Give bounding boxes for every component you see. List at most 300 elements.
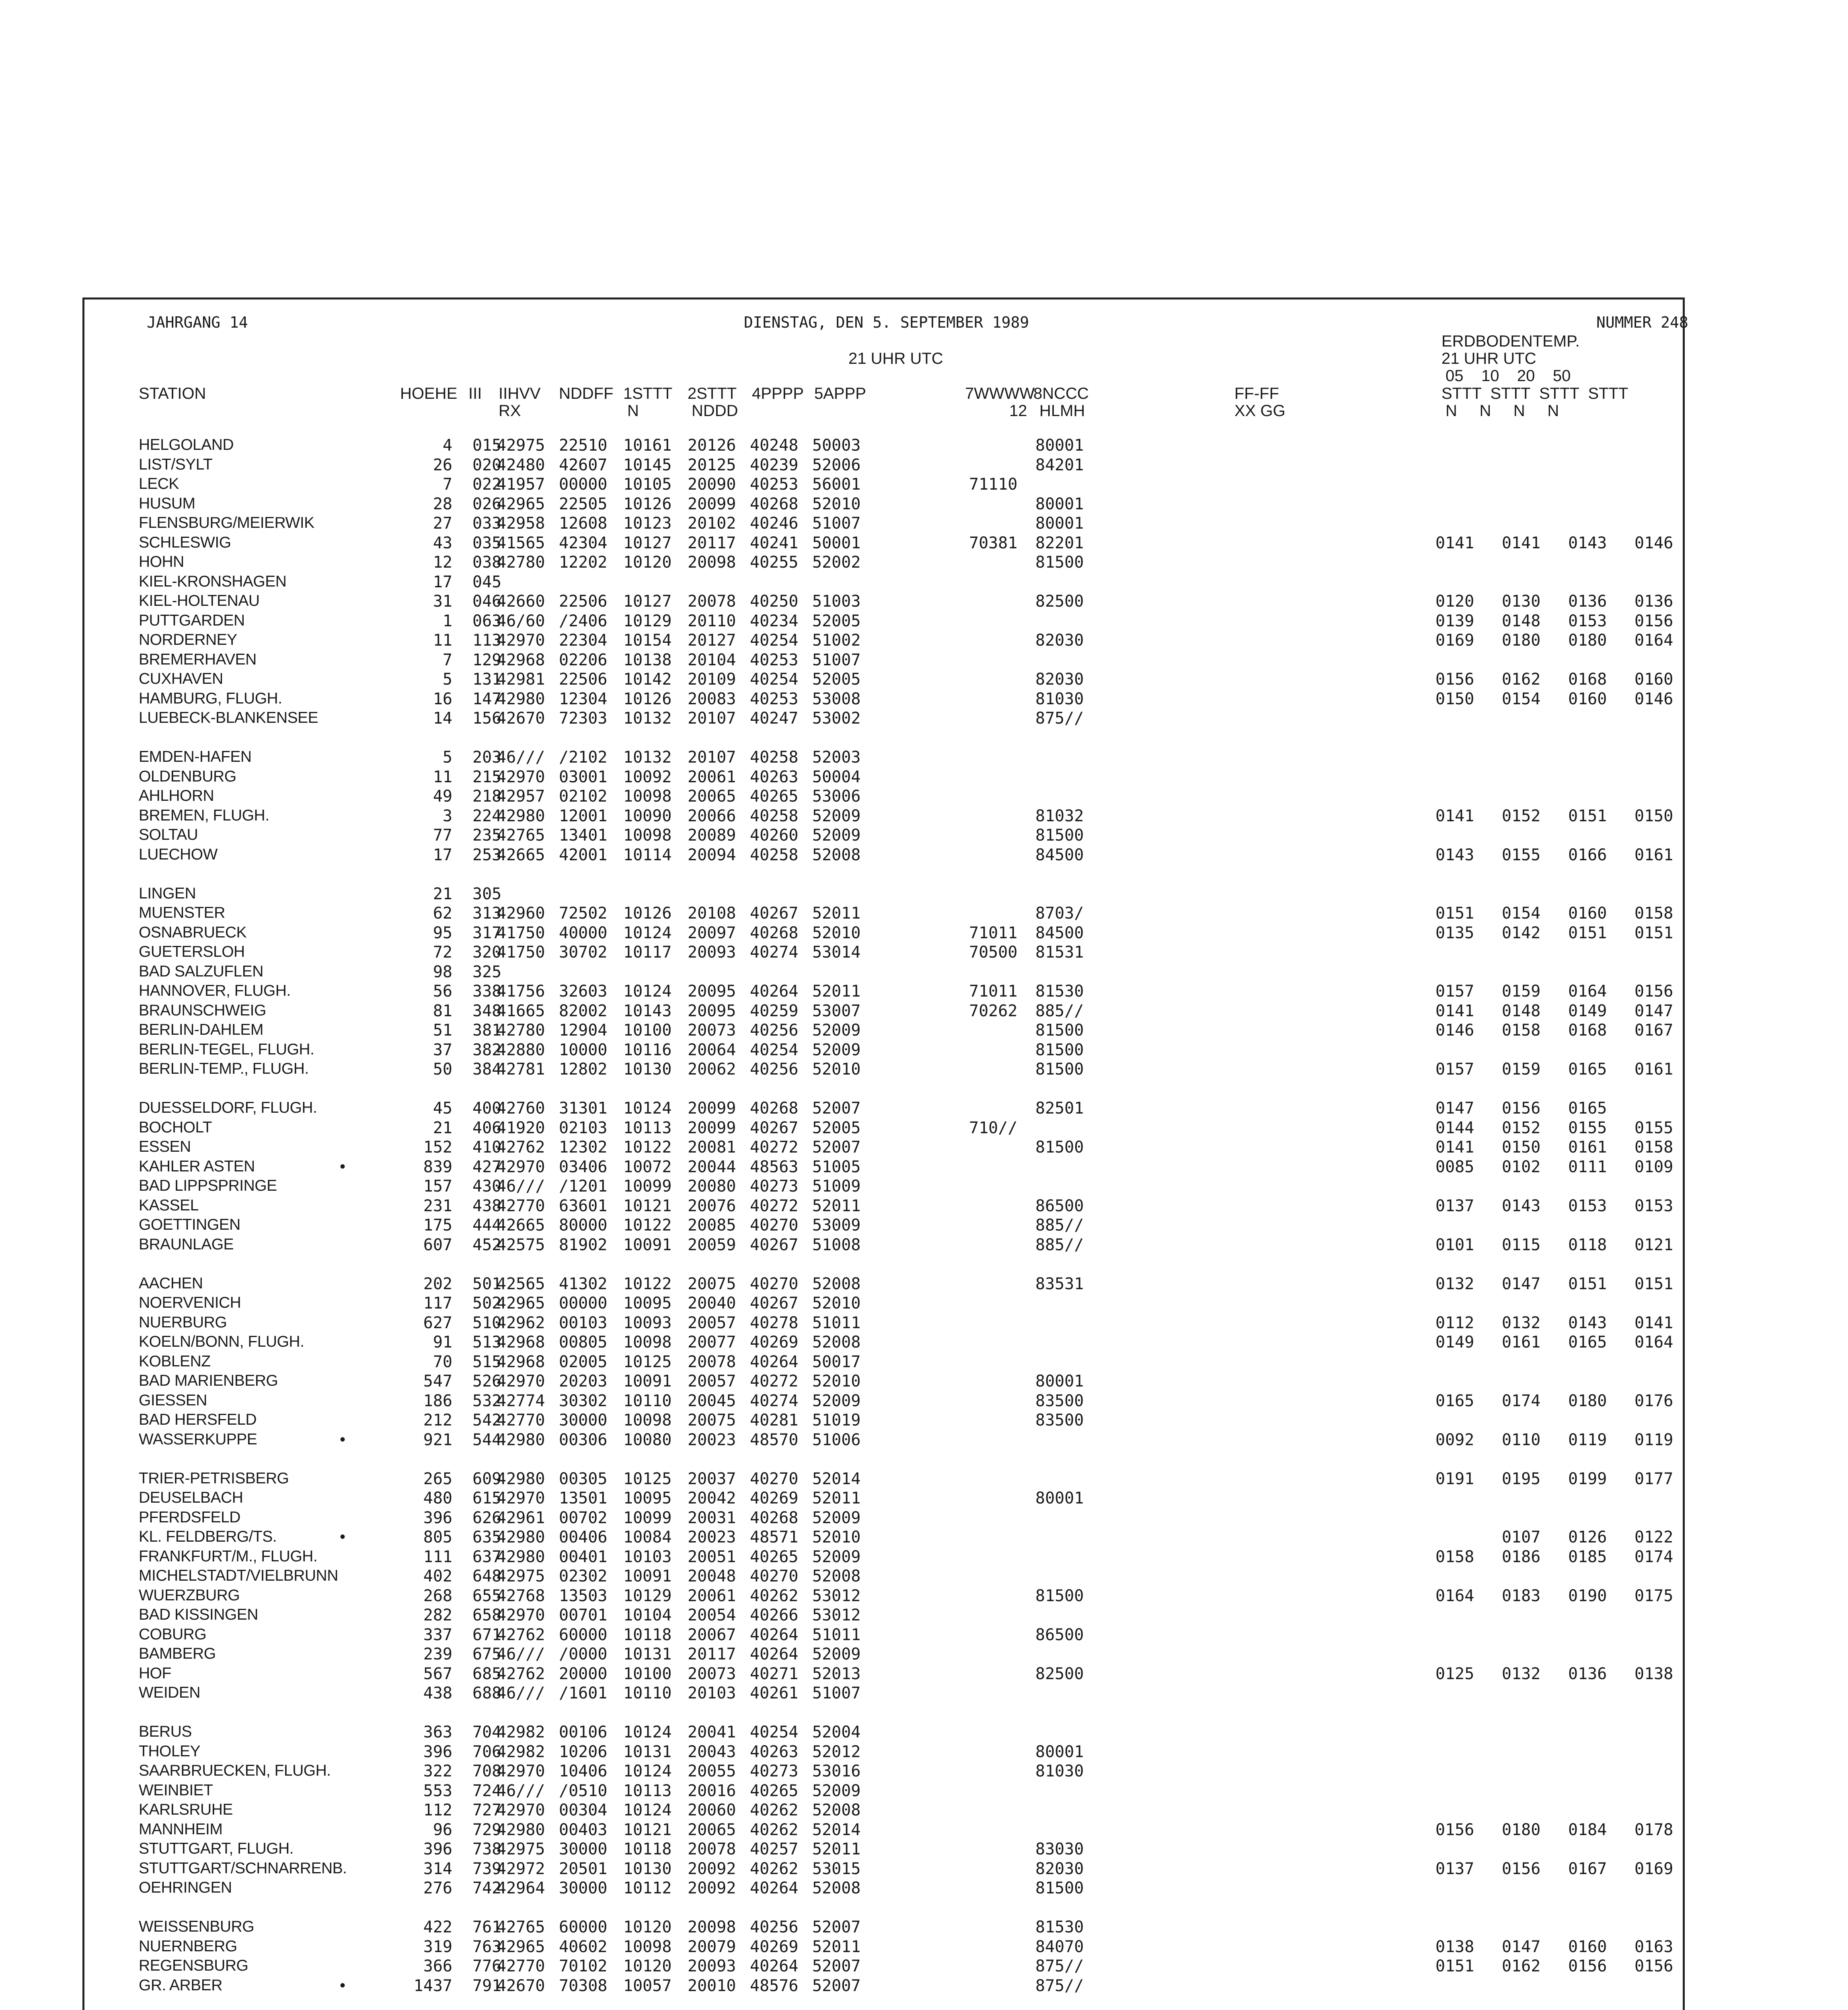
station-height: 567 xyxy=(423,1664,452,1683)
synop-group-3: 10131 xyxy=(623,1645,672,1663)
synop-group-1: 42780 xyxy=(497,553,545,572)
synop-group-1: 42968 xyxy=(497,1352,545,1371)
mountain-marker: • xyxy=(340,1976,346,1994)
synop-group-5: 40265 xyxy=(750,1547,799,1566)
soil-temp-1: 0135 xyxy=(1435,923,1474,942)
station-height: 319 xyxy=(423,1937,452,1956)
synop-group-6: 52007 xyxy=(812,1918,861,1936)
station-index: 738 xyxy=(472,1840,502,1858)
synop-group-1: 42765 xyxy=(497,1918,545,1936)
cloud-group: 82030 xyxy=(1035,670,1084,689)
soil-temp-2: 0159 xyxy=(1502,982,1541,1001)
synop-group-3: 10104 xyxy=(623,1606,672,1624)
soil-temp-2: 0158 xyxy=(1502,1021,1541,1040)
synop-group-3: 10098 xyxy=(623,1333,672,1352)
col-g8: 8NCCC xyxy=(1033,385,1089,402)
synop-group-4: 20075 xyxy=(688,1274,736,1293)
station-name: BAD MARIENBERG xyxy=(139,1372,278,1389)
synop-group-5: 40239 xyxy=(750,455,799,474)
station-index: 218 xyxy=(472,787,502,806)
synop-group-5: 40270 xyxy=(750,1274,799,1293)
station-name: FLENSBURG/MEIERWIK xyxy=(139,514,314,531)
synop-group-5: 40248 xyxy=(750,436,799,455)
station-height: 282 xyxy=(423,1606,452,1624)
cloud-group: 80001 xyxy=(1035,1372,1084,1391)
soil-temp-3: 0119 xyxy=(1568,1430,1607,1449)
synop-group-3: 10080 xyxy=(623,1430,672,1449)
synop-group-2: /1601 xyxy=(559,1684,608,1702)
station-name: REGENSBURG xyxy=(139,1957,248,1974)
station-name: STUTTGART/SCHNARRENB. xyxy=(139,1859,347,1877)
synop-group-5: 40254 xyxy=(750,1723,799,1741)
synop-group-5: 40258 xyxy=(750,845,799,864)
station-height: 112 xyxy=(423,1801,452,1819)
soil-temp-4: 0151 xyxy=(1634,1274,1673,1293)
synop-group-6: 53006 xyxy=(812,787,861,806)
soil-temp-3: 0153 xyxy=(1568,611,1607,630)
synop-group-2: /2102 xyxy=(559,748,608,767)
station-name: LUECHOW xyxy=(139,845,218,863)
synop-group-1: 42980 xyxy=(497,806,545,825)
synop-group-1: 42565 xyxy=(497,1274,545,1293)
synop-group-3: 10057 xyxy=(623,1976,672,1995)
synop-group-6: 52005 xyxy=(812,611,861,630)
synop-group-6: 53007 xyxy=(812,1001,861,1020)
synop-group-2: 60000 xyxy=(559,1918,608,1936)
station-index: 513 xyxy=(472,1333,502,1352)
station-index: 026 xyxy=(472,494,502,513)
synop-group-4: 20078 xyxy=(688,592,736,611)
station-name: NUERBURG xyxy=(139,1313,227,1331)
station-index: 708 xyxy=(472,1762,502,1780)
synop-group-5: 40278 xyxy=(750,1313,799,1332)
synop-group-4: 20110 xyxy=(688,611,736,630)
synop-group-2: 12001 xyxy=(559,806,608,825)
synop-group-2: /0510 xyxy=(559,1781,608,1800)
station-index: 384 xyxy=(472,1060,502,1079)
soil-temp-1: 0120 xyxy=(1435,592,1474,611)
synop-group-5: 40241 xyxy=(750,533,799,552)
station-name: NOERVENICH xyxy=(139,1294,241,1311)
synop-group-4: 20062 xyxy=(688,1060,736,1079)
synop-group-4: 20095 xyxy=(688,982,736,1001)
synop-group-2: 00000 xyxy=(559,1294,608,1313)
soil-temp-4: 0150 xyxy=(1634,806,1673,825)
station-index: 609 xyxy=(472,1469,502,1488)
synop-group-5: 40247 xyxy=(750,709,799,728)
synop-group-6: 52010 xyxy=(812,1528,861,1546)
synop-group-4: 20055 xyxy=(688,1762,736,1780)
soil-temp-4: 0176 xyxy=(1634,1391,1673,1410)
soil-temp-4: 0163 xyxy=(1634,1937,1673,1956)
soil-temp-4: 0158 xyxy=(1634,1138,1673,1157)
jahrgang-label: JAHRGANG 14 xyxy=(147,314,248,331)
station-index: 382 xyxy=(472,1040,502,1059)
synop-group-4: 20125 xyxy=(688,455,736,474)
synop-group-2: /1201 xyxy=(559,1177,608,1196)
synop-group-4: 20095 xyxy=(688,1001,736,1020)
synop-group-5: 40262 xyxy=(750,1586,799,1605)
synop-group-1: 42965 xyxy=(497,1937,545,1956)
station-name: GUETERSLOH xyxy=(139,943,245,960)
synop-group-3: 10130 xyxy=(623,1859,672,1878)
synop-group-5: 48570 xyxy=(750,1430,799,1449)
synop-group-6: 52009 xyxy=(812,1391,861,1410)
synop-group-4: 20102 xyxy=(688,514,736,533)
synop-group-5: 40270 xyxy=(750,1567,799,1585)
synop-group-3: 10120 xyxy=(623,1918,672,1936)
station-name: KOELN/BONN, FLUGH. xyxy=(139,1333,304,1350)
station-height: 396 xyxy=(423,1508,452,1527)
synop-group-3: 10113 xyxy=(623,1118,672,1137)
synop-group-5: 40256 xyxy=(750,1918,799,1936)
synop-group-6: 52014 xyxy=(812,1820,861,1839)
soil-temp-1: 0125 xyxy=(1435,1664,1474,1683)
synop-group-3: 10091 xyxy=(623,1235,672,1254)
synop-group-5: 40253 xyxy=(750,650,799,669)
synop-group-3: 10095 xyxy=(623,1489,672,1508)
synop-group-6: 50017 xyxy=(812,1352,861,1371)
station-index: 325 xyxy=(472,962,502,981)
synop-group-4: 20065 xyxy=(688,787,736,806)
synop-group-6: 52009 xyxy=(812,1781,861,1800)
station-height: 276 xyxy=(423,1879,452,1897)
synop-group-2: 72303 xyxy=(559,709,608,728)
station-height: 17 xyxy=(433,572,452,591)
station-name: BAD HERSFELD xyxy=(139,1411,257,1428)
synop-group-1: 42975 xyxy=(497,436,545,455)
soil-temp-2: 0156 xyxy=(1502,1099,1541,1118)
synop-group-2: /0000 xyxy=(559,1645,608,1663)
station-index: 046 xyxy=(472,592,502,611)
synop-group-5: 40272 xyxy=(750,1138,799,1157)
station-name: OLDENBURG xyxy=(139,767,236,785)
col-hoehe: HOEHE xyxy=(400,385,458,402)
synop-group-3: 10110 xyxy=(623,1684,672,1702)
synop-group-4: 20117 xyxy=(688,533,736,552)
station-index: 704 xyxy=(472,1723,502,1741)
synop-group-6: 52012 xyxy=(812,1742,861,1761)
soil-temp-2: 0186 xyxy=(1502,1547,1541,1566)
col-g3b: N xyxy=(627,402,639,420)
station-index: 035 xyxy=(472,533,502,552)
synop-group-5: 48576 xyxy=(750,1976,799,1995)
synop-group-2: 30302 xyxy=(559,1391,608,1410)
station-name: HANNOVER, FLUGH. xyxy=(139,982,291,999)
station-height: 607 xyxy=(423,1235,452,1254)
synop-group-1: 42770 xyxy=(497,1411,545,1430)
synop-group-5: 40254 xyxy=(750,670,799,689)
station-height: 366 xyxy=(423,1957,452,1975)
synop-group-2: 12608 xyxy=(559,514,608,533)
soil-temp-2: 0102 xyxy=(1502,1157,1541,1176)
synop-group-3: 10129 xyxy=(623,611,672,630)
station-height: 77 xyxy=(433,826,452,845)
synop-group-2: 41302 xyxy=(559,1274,608,1293)
station-name: HOF xyxy=(139,1664,171,1682)
station-height: 231 xyxy=(423,1196,452,1215)
station-height: 17 xyxy=(433,845,452,864)
synop-group-2: 12302 xyxy=(559,1138,608,1157)
col-station: STATION xyxy=(139,385,206,402)
synop-group-5: 40257 xyxy=(750,1840,799,1858)
synop-group-1: 42762 xyxy=(497,1138,545,1157)
station-index: 235 xyxy=(472,826,502,845)
station-name: BERLIN-TEMP., FLUGH. xyxy=(139,1060,309,1077)
soil-temp-1: 0141 xyxy=(1435,1001,1474,1020)
station-name: BERLIN-DAHLEM xyxy=(139,1021,263,1038)
soil-temp-3: 0190 xyxy=(1568,1586,1607,1605)
col-ff: FF-FF xyxy=(1234,385,1279,402)
station-height: 396 xyxy=(423,1742,452,1761)
cloud-group: 82500 xyxy=(1035,592,1084,611)
synop-group-3: 10084 xyxy=(623,1528,672,1546)
station-height: 186 xyxy=(423,1391,452,1410)
soil-temp-3: 0151 xyxy=(1568,1274,1607,1293)
station-index: 427 xyxy=(472,1157,502,1176)
synop-group-2: 22510 xyxy=(559,436,608,455)
issue-number: NUMMER 248 xyxy=(1596,314,1688,331)
station-height: 21 xyxy=(433,884,452,903)
col-g1b: RX xyxy=(499,402,521,420)
synop-group-6: 52011 xyxy=(812,1196,861,1215)
synop-group-1: 42770 xyxy=(497,1196,545,1215)
synop-group-2: 00000 xyxy=(559,475,608,494)
soil-temp-1: 0164 xyxy=(1435,1586,1474,1605)
station-index: 510 xyxy=(472,1313,502,1332)
soil-temp-3: 0155 xyxy=(1568,1118,1607,1137)
cloud-group: 81500 xyxy=(1035,553,1084,572)
station-name: GIESSEN xyxy=(139,1391,207,1409)
cloud-group: 81500 xyxy=(1035,1138,1084,1157)
soil-temp-1: 0191 xyxy=(1435,1469,1474,1488)
synop-group-1: 42970 xyxy=(497,1762,545,1780)
soil-temp-4: 0147 xyxy=(1634,1001,1673,1020)
synop-group-3: 10103 xyxy=(623,1547,672,1566)
synop-group-2: 00401 xyxy=(559,1547,608,1566)
station-height: 314 xyxy=(423,1859,452,1878)
synop-group-4: 20092 xyxy=(688,1879,736,1897)
synop-group-6: 52009 xyxy=(812,1040,861,1059)
synop-group-1: 41750 xyxy=(497,923,545,942)
cloud-group: 8703/ xyxy=(1035,904,1084,923)
synop-group-1: 42781 xyxy=(497,1060,545,1079)
mountain-marker: • xyxy=(340,1157,346,1175)
synop-group-6: 52010 xyxy=(812,923,861,942)
soil-temp-2: 0115 xyxy=(1502,1235,1541,1254)
synop-group-5: 40267 xyxy=(750,1118,799,1137)
cloud-group: 80001 xyxy=(1035,1489,1084,1508)
synop-group-3: 10130 xyxy=(623,1060,672,1079)
synop-group-6: 51019 xyxy=(812,1411,861,1430)
synop-group-6: 51011 xyxy=(812,1625,861,1644)
synop-group-5: 40281 xyxy=(750,1411,799,1430)
soil-temp-3: 0167 xyxy=(1568,1859,1607,1878)
soil-temp-4: 0174 xyxy=(1634,1547,1673,1566)
station-height: 239 xyxy=(423,1645,452,1663)
synop-group-6: 51007 xyxy=(812,514,861,533)
synop-group-6: 52007 xyxy=(812,1957,861,1975)
station-name: EMDEN-HAFEN xyxy=(139,748,252,765)
synop-group-2: 00406 xyxy=(559,1528,608,1546)
synop-group-4: 20023 xyxy=(688,1430,736,1449)
station-name: GR. ARBER xyxy=(139,1976,222,1994)
cloud-group: 80001 xyxy=(1035,1742,1084,1761)
soil-temp-3: 0143 xyxy=(1568,1313,1607,1332)
synop-group-1: 46/// xyxy=(497,1684,545,1702)
soil-temp-3: 0136 xyxy=(1568,1664,1607,1683)
synop-group-5: 40262 xyxy=(750,1820,799,1839)
station-height: 7 xyxy=(442,475,452,494)
synop-group-5: 40250 xyxy=(750,592,799,611)
station-name: MANNHEIM xyxy=(139,1820,223,1838)
cloud-group: 84201 xyxy=(1035,455,1084,474)
synop-group-1: 42964 xyxy=(497,1879,545,1897)
synop-group-2: 00106 xyxy=(559,1723,608,1741)
soil-temp-4: 0164 xyxy=(1634,1333,1673,1352)
soil-temp-4: 0164 xyxy=(1634,631,1673,650)
synop-group-4: 20126 xyxy=(688,436,736,455)
synop-group-2: 42607 xyxy=(559,455,608,474)
synop-group-2: 30000 xyxy=(559,1411,608,1430)
station-name: KASSEL xyxy=(139,1196,199,1214)
synop-group-2: 10000 xyxy=(559,1040,608,1059)
station-index: 671 xyxy=(472,1625,502,1644)
mountain-marker: • xyxy=(340,1528,346,1546)
soil-temp-4: 0109 xyxy=(1634,1157,1673,1176)
synop-group-1: 42958 xyxy=(497,514,545,533)
synop-group-2: 02302 xyxy=(559,1567,608,1585)
synop-group-2: 42304 xyxy=(559,533,608,552)
station-index: 022 xyxy=(472,475,502,494)
soil-temp-4: 0177 xyxy=(1634,1469,1673,1488)
station-height: 21 xyxy=(433,1118,452,1137)
station-name: HUSUM xyxy=(139,494,195,512)
synop-group-1: 41665 xyxy=(497,1001,545,1020)
synop-group-3: 10091 xyxy=(623,1567,672,1585)
soil-temp-1: 0101 xyxy=(1435,1235,1474,1254)
station-name: KIEL-HOLTENAU xyxy=(139,592,260,609)
soil-temp-3: 0164 xyxy=(1568,982,1607,1001)
synop-group-3: 10126 xyxy=(623,494,672,513)
synop-group-4: 20127 xyxy=(688,631,736,650)
station-index: 444 xyxy=(472,1216,502,1235)
synop-group-2: 70308 xyxy=(559,1976,608,1995)
cloud-group: 83500 xyxy=(1035,1411,1084,1430)
soil-temp-2: 0155 xyxy=(1502,845,1541,864)
synop-group-2: 40000 xyxy=(559,923,608,942)
synop-group-2: 22505 xyxy=(559,494,608,513)
station-index: 113 xyxy=(472,631,502,650)
station-name: LUEBECK-BLANKENSEE xyxy=(139,709,318,726)
soil-temp-time: 21 UHR UTC xyxy=(1441,350,1536,367)
station-index: 724 xyxy=(472,1781,502,1800)
soil-temp-2: 0174 xyxy=(1502,1391,1541,1410)
station-name: DEUSELBACH xyxy=(139,1489,243,1506)
cloud-group: 82030 xyxy=(1035,631,1084,650)
synop-group-5: 40261 xyxy=(750,1684,799,1702)
synop-group-3: 10117 xyxy=(623,943,672,962)
soil-temp-3: 0165 xyxy=(1568,1060,1607,1079)
synop-group-1: 42880 xyxy=(497,1040,545,1059)
synop-group-4: 20109 xyxy=(688,670,736,689)
station-height: 337 xyxy=(423,1625,452,1644)
synop-group-5: 40264 xyxy=(750,1625,799,1644)
synop-group-3: 10124 xyxy=(623,1723,672,1741)
synop-group-4: 20067 xyxy=(688,1625,736,1644)
cloud-group: 81032 xyxy=(1035,806,1084,825)
soil-temp-title: ERDBODENTEMP. xyxy=(1441,332,1580,350)
station-index: 305 xyxy=(472,884,502,903)
synop-group-2: 20000 xyxy=(559,1664,608,1683)
synop-group-1: 41756 xyxy=(497,982,545,1001)
synop-group-5: 40274 xyxy=(750,943,799,962)
col-g7: 7WWWW xyxy=(965,385,1035,402)
synop-group-1: 46/// xyxy=(497,748,545,767)
synop-group-5: 40234 xyxy=(750,611,799,630)
synop-group-6: 52014 xyxy=(812,1469,861,1488)
station-height: 111 xyxy=(423,1547,452,1566)
synop-group-6: 52008 xyxy=(812,1333,861,1352)
cloud-group: 80001 xyxy=(1035,514,1084,533)
synop-group-4: 20075 xyxy=(688,1411,736,1430)
station-name: WUERZBURG xyxy=(139,1586,240,1604)
weather-group: 70500 xyxy=(969,943,1018,962)
synop-group-2: 13401 xyxy=(559,826,608,845)
synop-group-3: 10122 xyxy=(623,1216,672,1235)
soil-temp-3: 0165 xyxy=(1568,1333,1607,1352)
station-index: 020 xyxy=(472,455,502,474)
station-index: 406 xyxy=(472,1118,502,1137)
station-index: 688 xyxy=(472,1684,502,1702)
synop-group-1: 42970 xyxy=(497,1372,545,1391)
station-index: 685 xyxy=(472,1664,502,1683)
cloud-group: 86500 xyxy=(1035,1625,1084,1644)
station-name: THOLEY xyxy=(139,1742,201,1760)
station-index: 063 xyxy=(472,611,502,630)
soil-temp-1: 0156 xyxy=(1435,1820,1474,1839)
synop-group-6: 52005 xyxy=(812,670,861,689)
station-name: BRAUNLAGE xyxy=(139,1235,234,1253)
station-height: 202 xyxy=(423,1274,452,1293)
synop-group-6: 52010 xyxy=(812,494,861,513)
station-index: 526 xyxy=(472,1372,502,1391)
station-name: SOLTAU xyxy=(139,826,198,843)
synop-group-5: 40260 xyxy=(750,826,799,845)
soil-temp-3: 0180 xyxy=(1568,1391,1607,1410)
station-index: 706 xyxy=(472,1742,502,1761)
synop-group-1: 42760 xyxy=(497,1099,545,1118)
weather-group: 71011 xyxy=(969,923,1018,942)
station-height: 402 xyxy=(423,1567,452,1585)
station-height: 62 xyxy=(433,904,452,923)
synop-group-2: 63601 xyxy=(559,1196,608,1215)
soil-temp-2: 0142 xyxy=(1502,923,1541,942)
station-name: SCHLESWIG xyxy=(139,533,231,551)
synop-group-4: 20073 xyxy=(688,1021,736,1040)
synop-group-2: 13503 xyxy=(559,1586,608,1605)
synop-group-1: 42575 xyxy=(497,1235,545,1254)
station-name: DUESSELDORF, FLUGH. xyxy=(139,1099,317,1116)
synop-group-1: 41957 xyxy=(497,475,545,494)
station-name: ESSEN xyxy=(139,1138,191,1155)
soil-temp-1: 0141 xyxy=(1435,533,1474,552)
synop-group-1: 42774 xyxy=(497,1391,545,1410)
station-index: 015 xyxy=(472,436,502,455)
synop-group-3: 10127 xyxy=(623,533,672,552)
weather-group: 710// xyxy=(969,1118,1018,1137)
station-index: 742 xyxy=(472,1879,502,1897)
